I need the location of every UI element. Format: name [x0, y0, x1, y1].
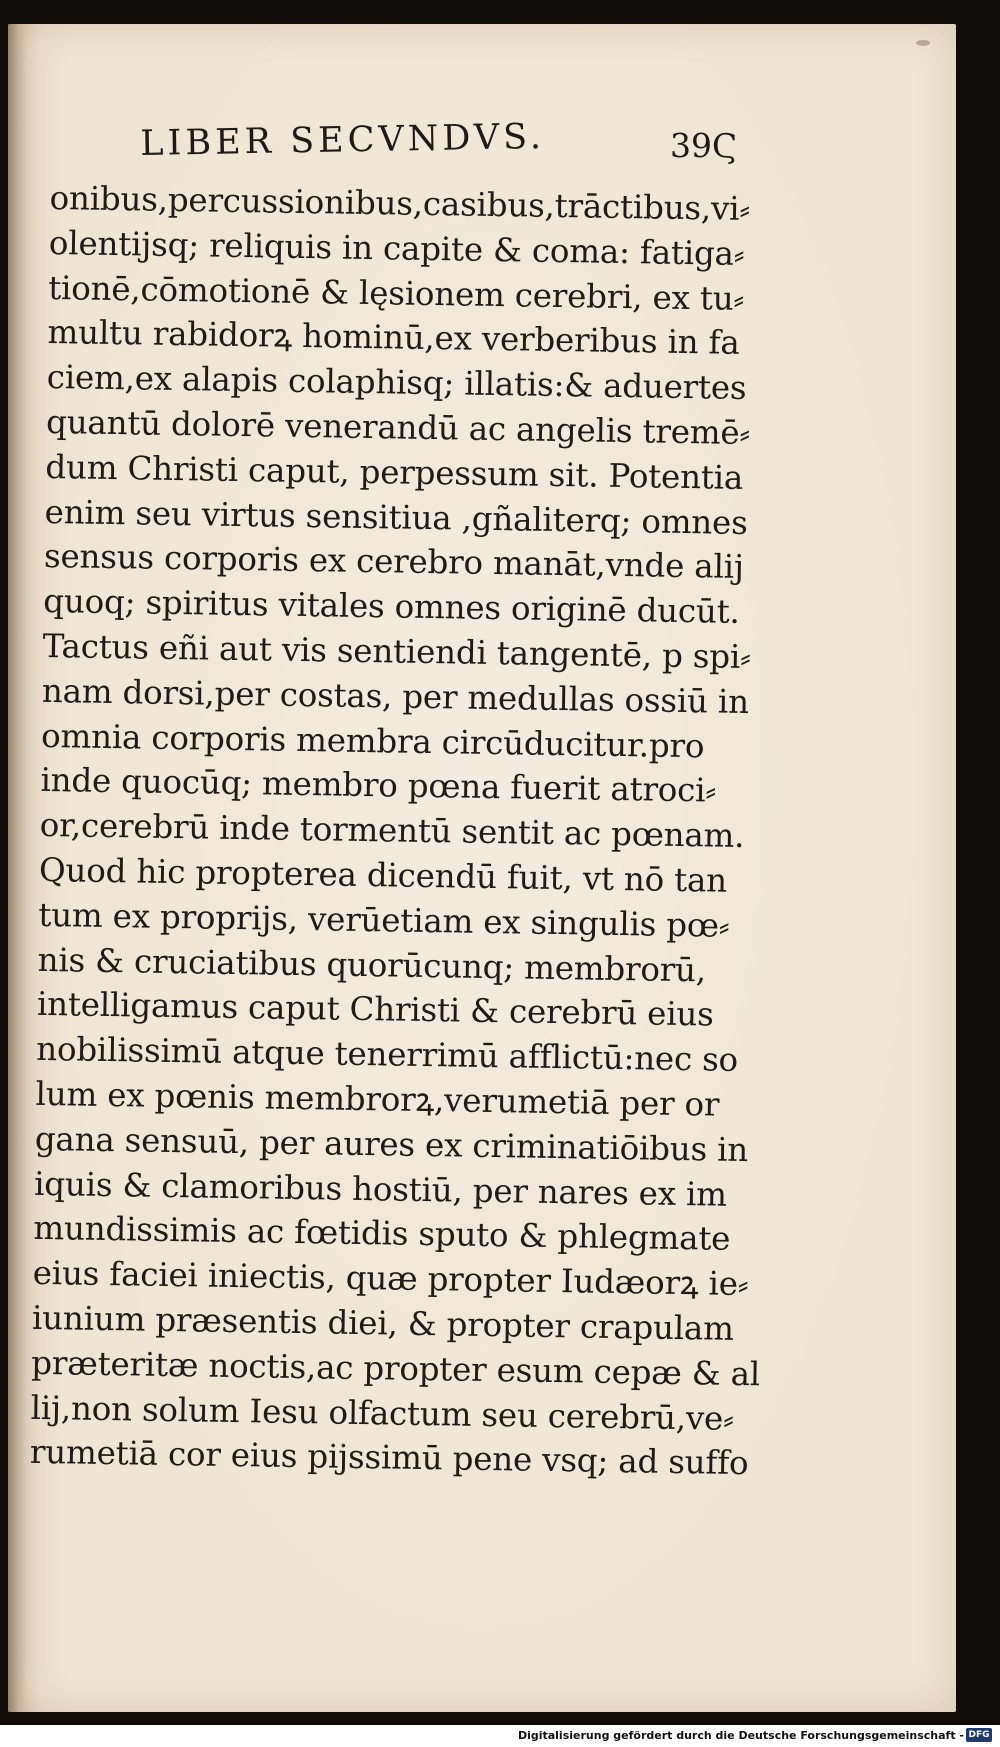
text-line: eius faciei iniectis, quæ propter Iudæorꝝ ie⸗ — [32, 1253, 749, 1304]
text-line: inde quocūq; membro pœna fuerit atroci⸗ — [40, 761, 717, 810]
digitization-credit: Digitalisierung gefördert durch die Deutsche Forschungsgemeinschaft - — [517, 1729, 964, 1742]
body-text — [30, 176, 790, 1487]
text-line: præteritæ noctis,ac propter esum cepæ & al — [31, 1343, 761, 1394]
text-line: lum ex pœnis membrorꝝ,verumetiā per or — [35, 1074, 720, 1124]
text-line: or,cerebrū inde tormentū sentit ac pœnam. — [39, 806, 745, 856]
page-gutter-shadow — [8, 24, 26, 1712]
text-line: mundissimis ac fœtidis sputo & phlegmate — [33, 1209, 731, 1259]
paper-stain — [916, 40, 930, 46]
text-line: Quod hic propterea dicendū fuit, vt nō tan — [38, 850, 728, 900]
text-line: rumetiā cor eius pijssimū pene vsq; ad suffo — [29, 1433, 749, 1483]
text-line: nis & cruciatibus quorūcunq; membrorū, — [37, 940, 707, 989]
text-line: lij,non solum Iesu olfactum seu cerebrū,ve⸗ — [30, 1388, 735, 1438]
text-line: tum ex proprijs, verūetiam ex singulis pœ⸗ — [38, 895, 730, 945]
text-line: dum Christi caput, perpessum sit. Potentia — [45, 447, 744, 497]
text-line: tionē,cōmotionē & lęsionem cerebri, ex tu⸗ — [47, 268, 745, 318]
text-line: iunium præsentis diei, & propter crapulam — [31, 1298, 735, 1348]
text-line: quantū dolorē venerandū ac angelis tremē⸗ — [45, 402, 751, 453]
page-number: 39Ϛ — [670, 126, 738, 165]
text-line: sensus corporis ex cerebro manāt,vnde alij — [43, 537, 745, 587]
text-line: ciem,ex alapis colaphisq; illatis:& aduertes — [46, 358, 747, 408]
text-line: intelligamus caput Christi & cerebrū eius — [36, 985, 714, 1034]
running-head: LIBER SECVNDVS. — [140, 116, 546, 164]
text-line: nam dorsi,per costas, per medullas ossiū in — [41, 671, 750, 721]
text-line: nobilissimū atque tenerrimū afflictū:nec so — [35, 1030, 739, 1080]
text-line: Tactus eñi aut vis sentiendi tangentē, p spi⸗ — [42, 626, 752, 677]
text-line: multu rabidorꝝ hominū,ex verberibus in fa — [47, 313, 740, 363]
text-line: enim seu virtus sensitiua ,gñaliterq; omnes — [44, 492, 748, 542]
text-line: omnia corporis membra circūducitur.pro — [40, 716, 705, 765]
text-line: onibus,percussionibus,casibus,trāctibus,vi⸗ — [49, 178, 751, 228]
text-line: iquis & clamoribus hostiū, per nares ex im — [33, 1164, 728, 1214]
text-line: olentijsq; reliquis in capite & coma: fatiga⸗ — [48, 223, 745, 273]
text-line: quoq; spiritus vitales omnes originē ducūt. — [43, 582, 740, 632]
dfg-logo: DFG — [966, 1728, 992, 1742]
text-line: gana sensuū, per aures ex criminatiōibus in — [34, 1119, 749, 1169]
